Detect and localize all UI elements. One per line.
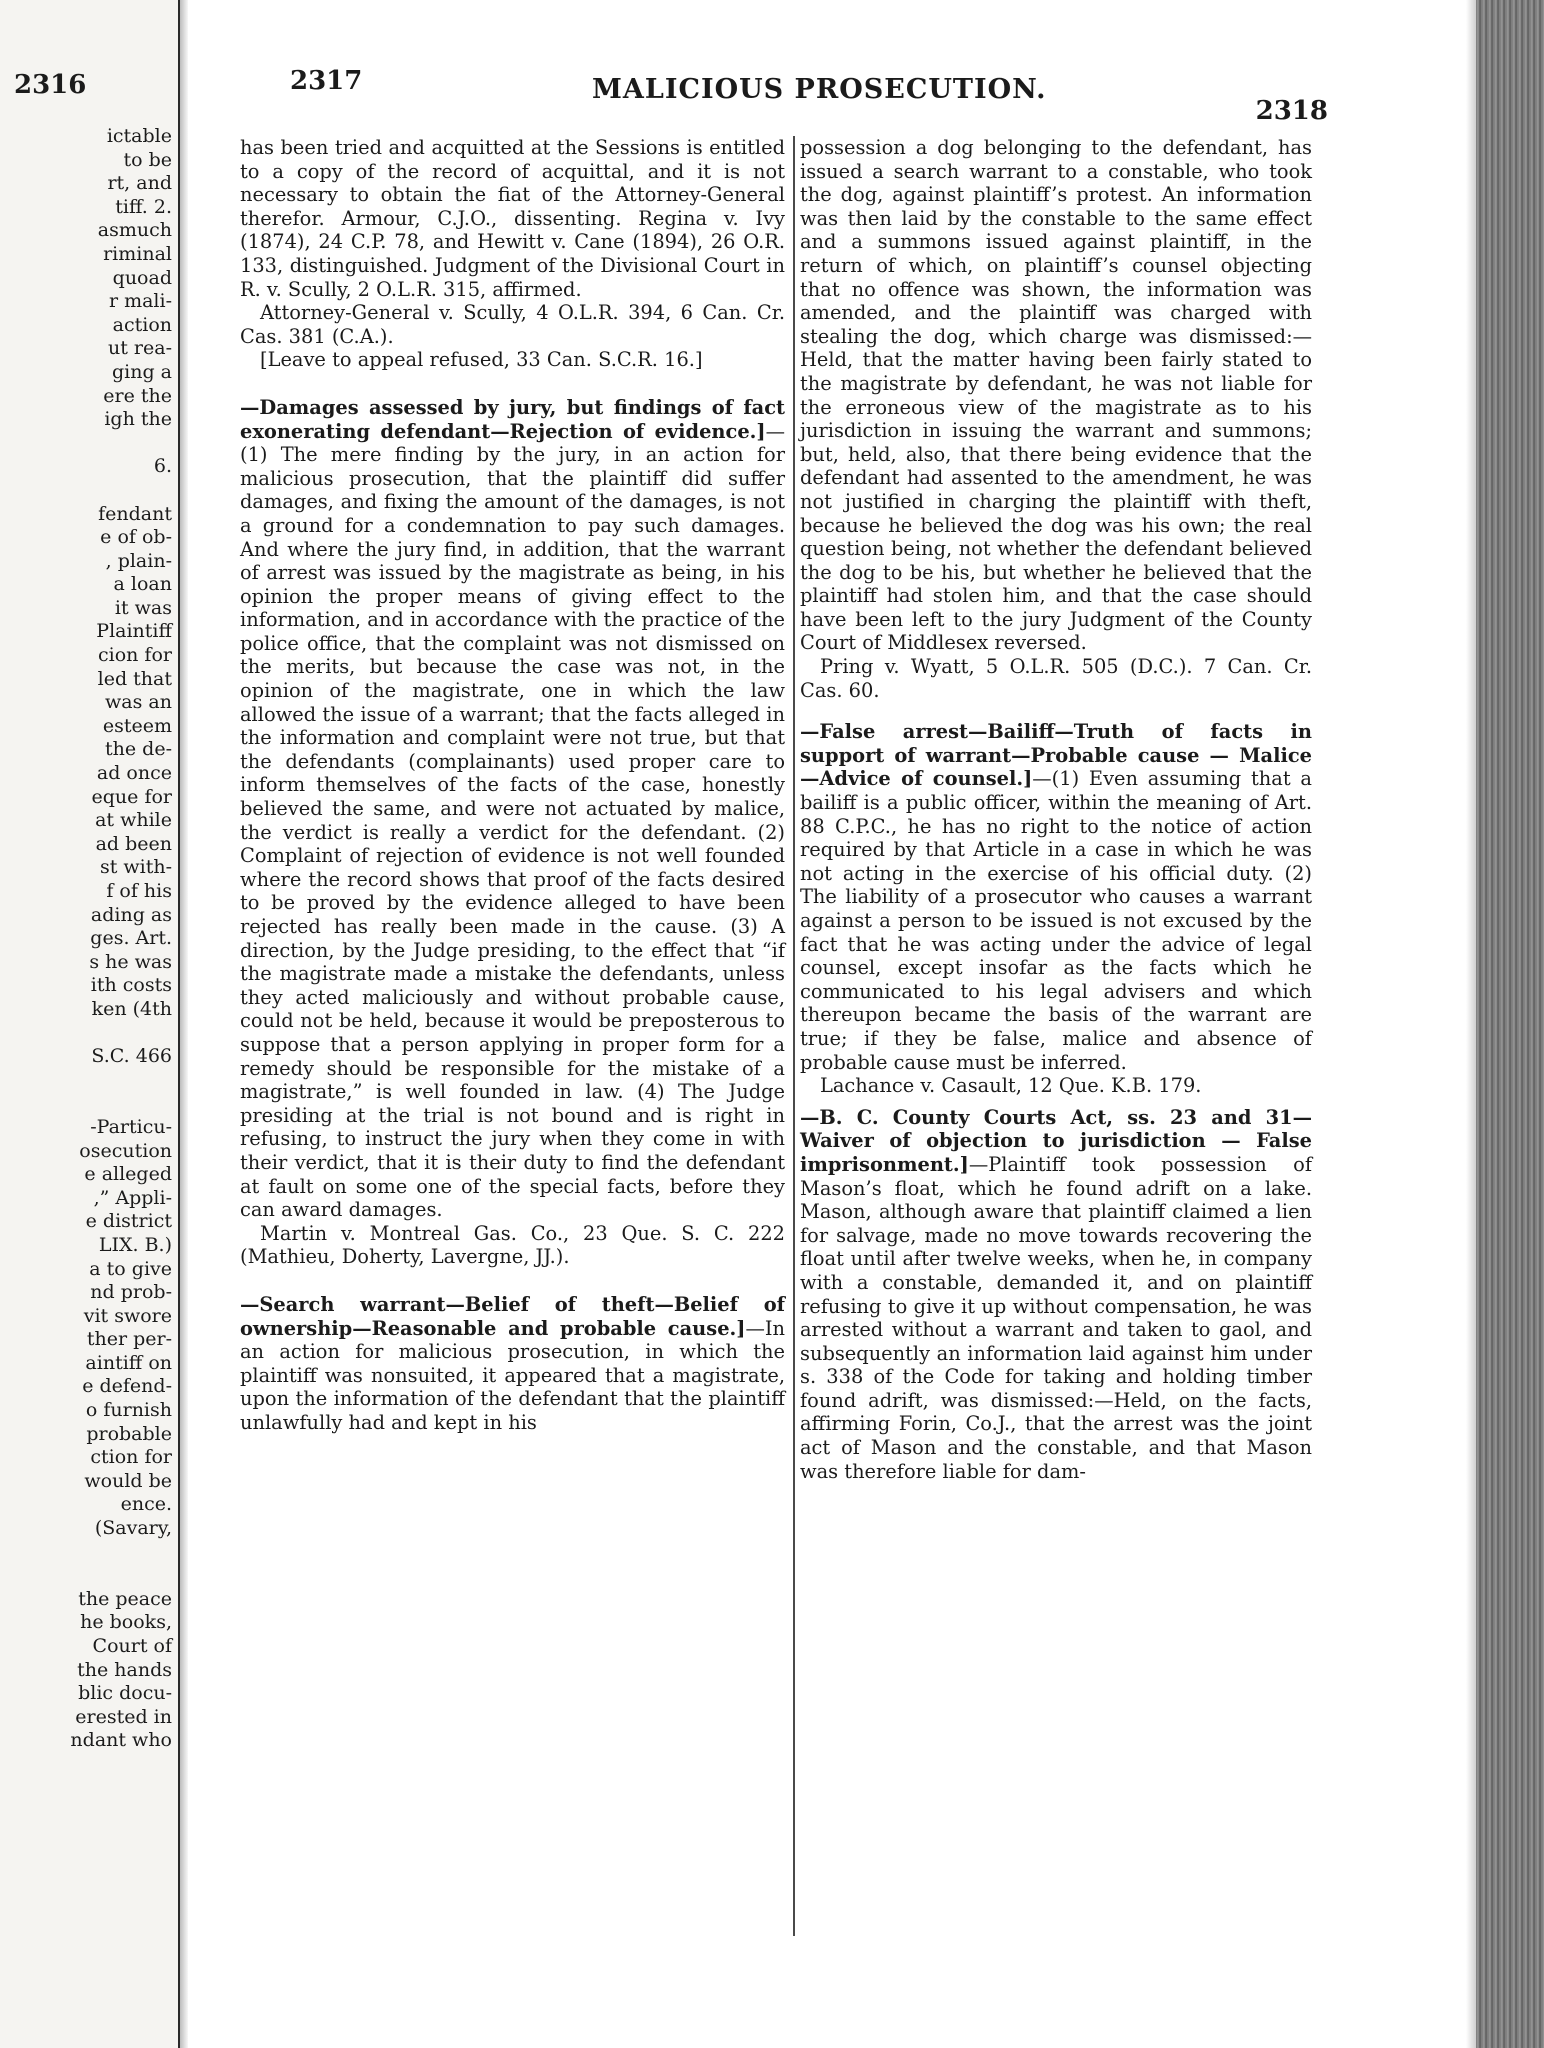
entry-heading: —B. C. County Courts Act, ss. 23 and 31— Waiver of objection to jurisdiction — False imprisonment.] — [800, 1105, 1312, 1176]
left-page-line: st with- — [99, 856, 172, 879]
left-page-line: ad been — [95, 832, 172, 855]
left-page-line: Court of — [92, 1635, 172, 1657]
left-page-line: ndant who — [70, 1729, 172, 1752]
column-2 — [800, 136, 1312, 1483]
left-page-line: igh the — [104, 408, 172, 431]
left-page-line: Plaintiff — [96, 620, 172, 643]
entry-body: —In an action for malicious prosecution, in which the plaintiff was nonsuited, it appeared that a magistrate, upon the information of the defendant that the plaintiff unlawfully had and kept in his — [240, 1316, 785, 1434]
left-page — [0, 0, 180, 2048]
entry-body: —(1) The mere finding by the jury, in an action for malicious prosecution, that the plaintiff did suffer damages, and fixing the amount of the damages, is not a ground for a condemnation to pay such damages. And where the jury find, in addition, that the warrant of arrest was issued by the magistrate as being, in his opinion the proper means of giving effect to the information, and in accordance with the practice of the police office, that the complaint was not dismissed on the merits, but because the case was not, in the opinion of the magistrate, one in which the law allowed the issue of a warrant; that the facts alleged in the information and complaint were not true, but that the defendants (complainants) used proper care to inform themselves of the facts of the case, honestly believed the same, and were not actuated by malice, the verdict is really a verdict for the defendant. (2) Complaint of rejection of evidence is not well founded where the record shows that proof of the facts desired to be proved by the evidence alleged to have been rejected has really been made in the cause. (3) A direction, by the Judge presiding, to the effect that “if the magistrate made a mistake the defendants, unless they acted maliciously and without probable cause, could not be held, because it would be preposterous to suppose that a person applying in proper form for a remedy should be responsible for the mistake of a magistrate,” is well founded in law. (4) The Judge presiding at the trial is not bound and is right in refusing, to instruct the jury when they come in with their verdict, that it is their duty to find the defendant at fault on some one of the special facts, before they can award damages. — [240, 419, 785, 1222]
left-page-line: eque for — [91, 785, 172, 808]
left-page-line: r mali- — [108, 290, 172, 313]
left-page-line — [4, 1092, 172, 1116]
left-page-line: to be — [123, 148, 172, 171]
left-page-line: quoad — [112, 266, 172, 289]
left-page-line: ith costs — [90, 974, 172, 997]
left-page-line: , plain- — [105, 549, 172, 572]
left-page-line: was an — [105, 691, 172, 714]
opening-paragraph: has been tried and acquitted at the Sessions is entitled to a copy of the record of acquittal, and it is not necessary to obtain the fiat of the Attorney-General therefor. Armour, C.J.O., dissenting. Regina v. Ivy (1874), 24 C.P. 78, and Hewitt v. Cane (1894), 26 O.R. 133, distinguished. Judgment of the Divisional Court in R. v. Scully, 2 O.L.R. 315, affirmed. — [240, 136, 785, 301]
left-page-line: o furnish — [85, 1399, 172, 1422]
left-page-line: esteem — [102, 714, 172, 737]
left-page-line: cion for — [98, 644, 172, 667]
left-page-line: 6. — [153, 455, 172, 478]
left-page-line: e alleged — [84, 1163, 172, 1186]
opening-paragraph: possession a dog belonging to the defendant, has issued a search warrant to a constable, who took the dog, against plaintiff’s protest. An information was then laid by the constable to the same effect and a summons issued against plaintiff, in the return of which, on plaintiff’s counsel objecting that no offence was shown, the information was amended, and the plaintiff was charged with stealing the dog, which charge was dismissed:—Held, that the matter having been fairly stated to the magistrate by defendant, he was not liable for the erroneous view of the magistrate as to his jurisdiction in issuing the warrant and summons; but, held, also, that there being evidence that the defendant had assented to the amendment, he was not justified in charging the plaintiff with theft, because he believed the dog was his own; the real question being, not whether the defendant believed the dog to be his, but whether he believed that the plaintiff had stolen him, and that the case should have been left to the jury Judgment of the County Court of Middlesex reversed. — [800, 136, 1312, 655]
left-page-line: e district — [85, 1210, 172, 1233]
digest-entry — [800, 720, 1312, 1074]
left-page-line: ken (4th — [91, 997, 172, 1020]
left-page-line: it was — [114, 596, 172, 619]
left-page-line: ere the — [103, 384, 172, 407]
left-page-line — [4, 432, 172, 456]
case-citation: Attorney-General v. Scully, 4 O.L.R. 394, 6 Can. Cr. Cas. 381 (C.A.). — [240, 301, 785, 348]
left-page-line: ther per- — [86, 1328, 172, 1351]
running-title: MALICIOUS PROSECUTION. — [592, 74, 1047, 105]
left-page-line: aintiff on — [85, 1351, 172, 1374]
page-edges — [1476, 0, 1544, 2048]
left-page-line: a loan — [113, 573, 172, 596]
left-page-fragments — [4, 125, 180, 1753]
left-page-line: blic docu- — [78, 1682, 172, 1705]
left-page-line: a to give — [89, 1257, 172, 1280]
left-page-line — [4, 479, 172, 503]
digest-entry — [240, 1293, 785, 1435]
left-page-line: would be — [84, 1469, 172, 1492]
left-page-line: tiff. 2. — [115, 195, 172, 218]
entry-heading: —Damages assessed by jury, but findings of fact exonerating defendant—Rejection of evidence.] — [240, 395, 785, 443]
case-citation: Martin v. Montreal Gas. Co., 23 Que. S. C. 222 (Mathieu, Doherty, Lavergne, JJ.). — [240, 1221, 785, 1269]
left-page-line: (Savary, — [94, 1517, 172, 1540]
left-page-line: vit swore — [83, 1304, 172, 1327]
left-page-line: e of ob- — [100, 526, 172, 549]
left-page-line: he books, — [80, 1611, 172, 1634]
left-page-line: probable — [86, 1422, 172, 1445]
left-page-line — [4, 1541, 172, 1565]
left-page-line: erested in — [75, 1705, 172, 1728]
entry-heading: —Search warrant—Belief of theft—Belief of ownership—Reasonable and probable cause.] — [240, 1292, 785, 1340]
left-page-line: ction for — [90, 1446, 172, 1469]
left-page-number: 2316 — [14, 70, 87, 100]
left-page-line: ,” Appli- — [93, 1186, 172, 1209]
case-citation: Lachance v. Casault, 12 Que. K.B. 179. — [820, 1074, 1202, 1098]
left-page-line: asmuch — [97, 219, 172, 242]
book-gutter — [180, 0, 188, 2048]
left-page-line: ges. Art. — [90, 927, 172, 950]
digest-entry — [240, 396, 785, 1222]
column-divider — [793, 136, 795, 1936]
left-page-line: nd prob- — [90, 1281, 172, 1304]
case-citation: Pring v. Wyatt, 5 O.L.R. 505 (D.C.). 7 Can. Cr. Cas. 60. — [800, 655, 1312, 702]
left-page-line: the hands — [77, 1658, 172, 1681]
left-page-line: ence. — [120, 1493, 172, 1516]
left-page-line — [4, 1564, 172, 1588]
left-page-line: s he was — [89, 950, 172, 973]
left-page-line — [4, 1022, 172, 1046]
left-page-line — [4, 1069, 172, 1093]
left-page-line: LIX. B.) — [98, 1233, 172, 1256]
left-page-line: ading as — [90, 903, 172, 926]
left-page-line: the de- — [105, 738, 172, 761]
left-page-line: riminal — [103, 242, 172, 265]
digest-entry — [800, 1106, 1312, 1484]
running-header — [290, 66, 1340, 126]
left-page-line: ictable — [106, 125, 172, 147]
left-page-line: the peace — [78, 1587, 172, 1610]
left-page-line: osecution — [79, 1139, 172, 1162]
left-page-line: fendant — [98, 502, 172, 525]
left-page-line: S.C. 466 — [91, 1045, 172, 1068]
page-number-2318: 2318 — [1255, 96, 1328, 126]
left-page-line: f of his — [106, 880, 172, 902]
left-page-line: ut rea- — [108, 337, 172, 360]
left-page-line: action — [112, 313, 172, 336]
left-page-line: ging a — [111, 360, 172, 383]
left-page-line: ad once — [96, 762, 172, 785]
page-number-2317: 2317 — [290, 66, 363, 96]
left-page-line: at while — [95, 809, 172, 832]
left-page-line: led that — [97, 667, 172, 690]
entry-body: —(1) Even assuming that a bailiff is a public officer, within the meaning of Art. 88 C.P.C., he has no right to the notice of action required by that Article in a case in which he was not acting in the exercise of his official duty. (2) The liability of a prosecutor who causes a warrant against a person to be issued is not excused by the fact that he was acting under the advice of legal counsel, except insofar as the facts which he communicated to his legal advisers and which thereupon became the basis of the warrant are true; if they be false, malice and absence of probable cause must be inferred. — [800, 767, 1312, 1074]
left-page-line: e defend- — [82, 1375, 172, 1398]
left-page-line: -Particu- — [90, 1115, 172, 1138]
leave-note: [Leave to appeal refused, 33 Can. S.C.R. 16.] — [260, 348, 703, 372]
left-page-line: rt, and — [107, 172, 172, 195]
entry-body: —Plaintiff took possession of Mason’s float, which he found adrift on a lake. Mason, although aware that plaintiff claimed a lien for salvage, made no move towards recovering the float until after twelve weeks, when he, in company with a constable, demanded it, and on plaintiff refusing to give it up without compensation, he was arrested without a warrant and taken to gaol, and subsequently an information laid against him under s. 338 of the Code for taking and holding timber found adrift, was dismissed:—Held, on the facts, affirming Forin, Co.J., that the arrest was the joint act of Mason and the constable, and that Mason was therefore liable for dam- — [800, 1152, 1312, 1483]
entry-heading: —False arrest—Bailiff—Truth of facts in support of warrant—Probable cause — Malice—Advice of counsel.] — [800, 720, 1312, 791]
column-1 — [240, 136, 785, 1434]
